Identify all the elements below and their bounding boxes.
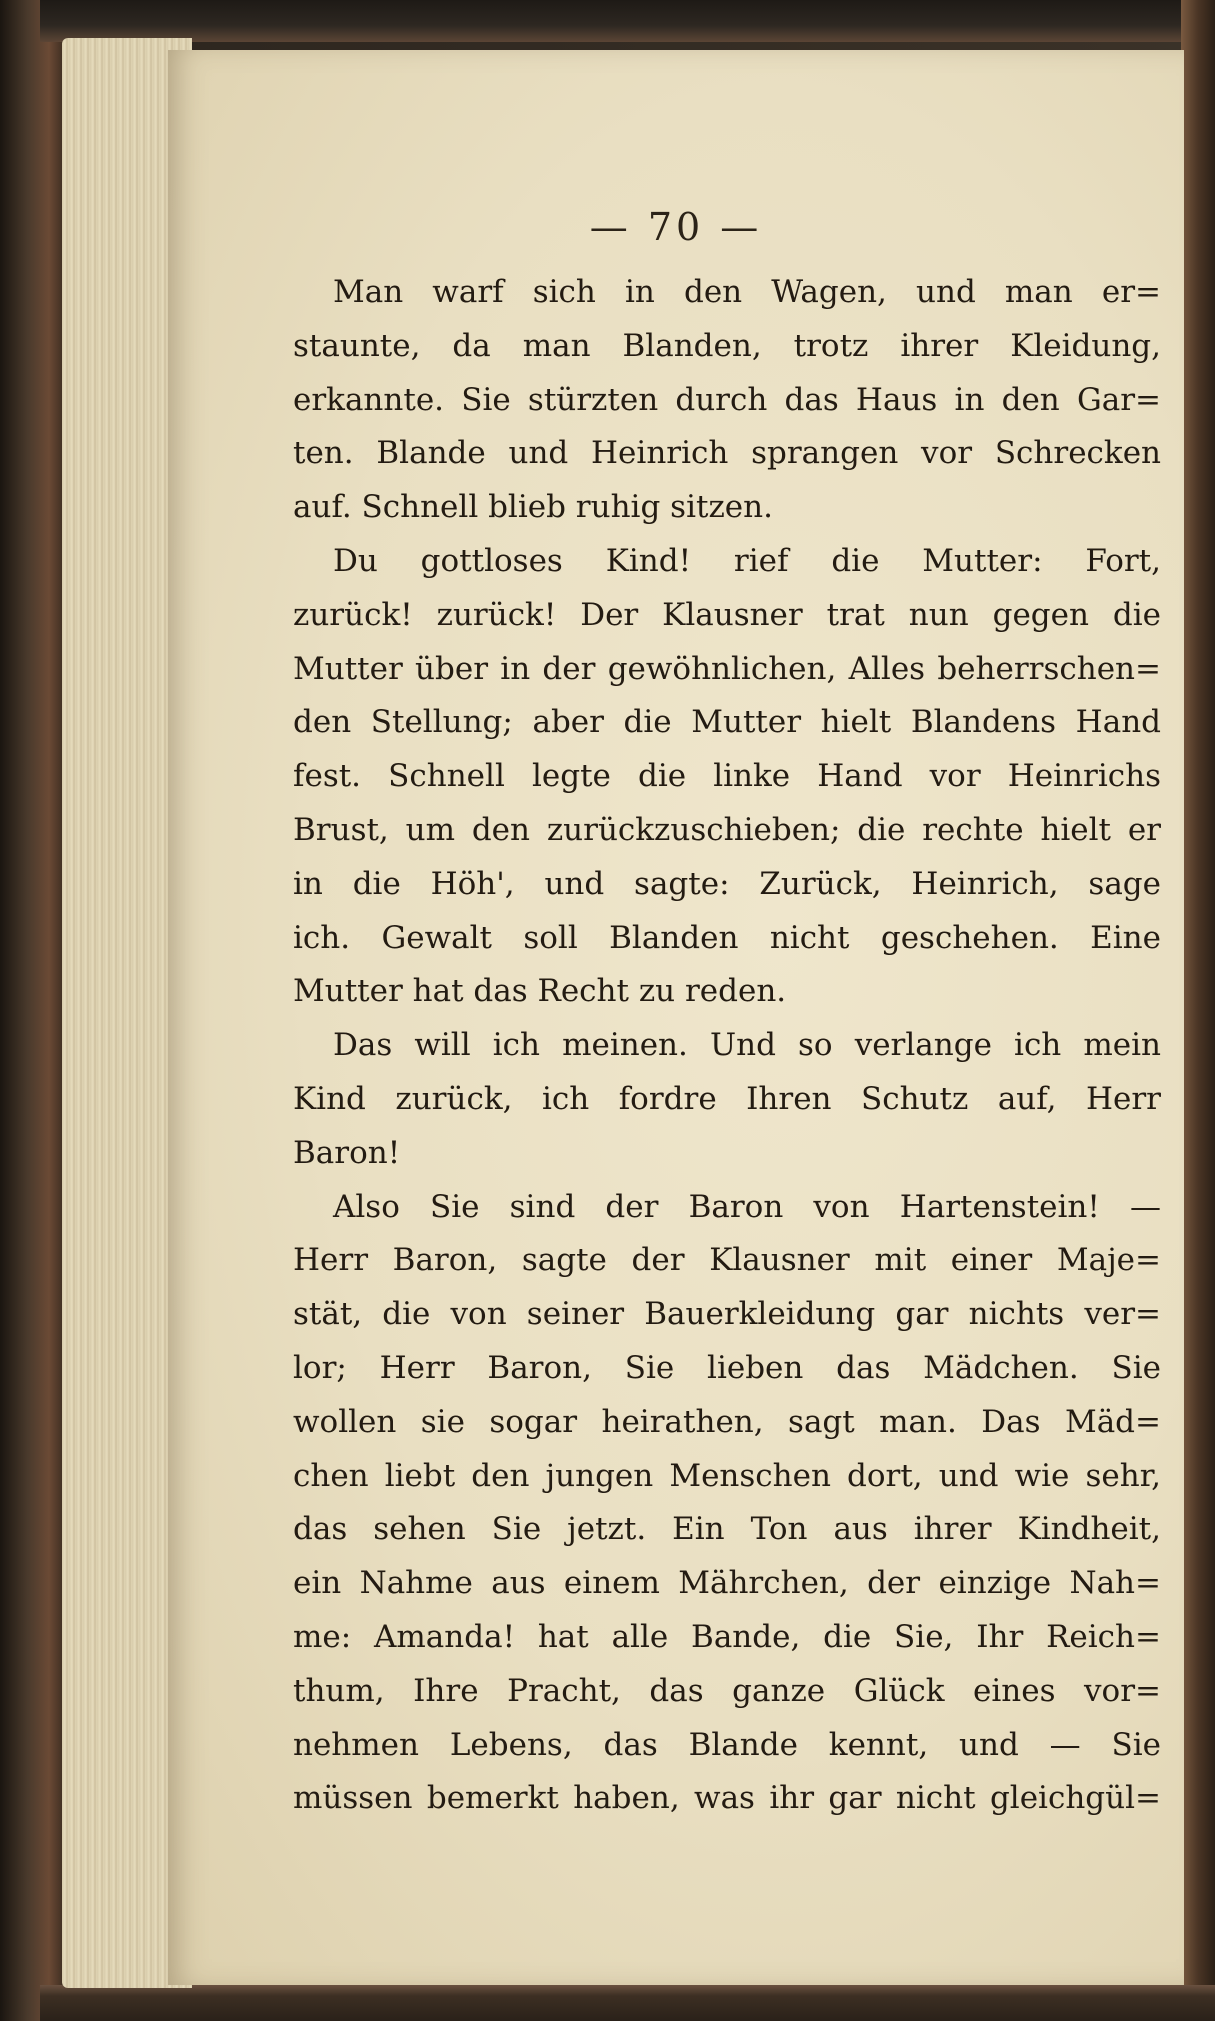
book-cover-bottom	[40, 1985, 1215, 2021]
book-cover-left	[0, 0, 70, 2021]
text-line: wollen sie sogar heirathen, sagt man. Das Mäd=	[293, 1403, 1161, 1440]
book-cover-top	[40, 0, 1215, 42]
text-line: chen liebt den jungen Menschen dort, und wie sehr,	[293, 1457, 1161, 1494]
text-line: erkannte. Sie stürzten durch das Haus in den Gar=	[293, 381, 1161, 418]
page-number: — 70 —	[589, 205, 763, 249]
text-line: müssen bemerkt haben, was ihr gar nicht gleichgül=	[293, 1780, 1161, 1817]
text-line: Das will ich meinen. Und so verlange ich mein	[333, 1027, 1161, 1064]
text-line: zurück! zurück! Der Klausner trat nun gegen die	[293, 596, 1161, 633]
text-line: ein Nahme aus einem Mährchen, der einzige Nah=	[293, 1565, 1161, 1602]
text-line: ten. Blande und Heinrich sprangen vor Schrecken	[293, 435, 1161, 472]
text-line: das sehen Sie jetzt. Ein Ton aus ihrer Kindheit,	[293, 1511, 1161, 1548]
text-line: fest. Schnell legte die linke Hand vor Heinrichs	[293, 758, 1161, 795]
text-line: den Stellung; aber die Mutter hielt Blandens Hand	[293, 704, 1161, 741]
text-line: Herr Baron, sagte der Klausner mit einer Maje=	[293, 1242, 1161, 1279]
text-line: Mutter über in der gewöhnlichen, Alles beherrschen=	[293, 650, 1161, 687]
text-line: Mutter hat das Recht zu reden.	[293, 973, 787, 1010]
book-page	[168, 50, 1184, 1985]
text-line: thum, Ihre Pracht, das ganze Glück eines vor=	[293, 1672, 1161, 1709]
text-line: ich. Gewalt soll Blanden nicht geschehen. Eine	[293, 919, 1161, 956]
text-line: in die Höh', und sagte: Zurück, Heinrich, sage	[293, 865, 1161, 902]
text-line: staunte, da man Blanden, trotz ihrer Kleidung,	[293, 327, 1161, 364]
text-line: me: Amanda! hat alle Bande, die Sie, Ihr Reich=	[293, 1618, 1161, 1655]
book-cover-right	[1181, 0, 1215, 2021]
text-line: auf. Schnell blieb ruhig sitzen.	[293, 489, 773, 526]
text-line: Du gottloses Kind! rief die Mutter: Fort,	[333, 542, 1161, 579]
text-line: Man warf sich in den Wagen, und man er=	[333, 274, 1161, 310]
text-line: lor; Herr Baron, Sie lieben das Mädchen. Sie	[293, 1349, 1161, 1386]
text-line: Baron!	[293, 1134, 401, 1171]
text-line: Also Sie sind der Baron von Hartenstein! —	[333, 1188, 1161, 1225]
text-line: Kind zurück, ich fordre Ihren Schutz auf, Herr	[293, 1080, 1161, 1117]
body-text	[293, 266, 1161, 1826]
text-line: nehmen Lebens, das Blande kennt, und — Sie	[293, 1726, 1161, 1763]
text-line: stät, die von seiner Bauerkleidung gar nichts ver=	[293, 1296, 1161, 1333]
text-line: Brust, um den zurückzuschieben; die rechte hielt er	[293, 811, 1161, 848]
